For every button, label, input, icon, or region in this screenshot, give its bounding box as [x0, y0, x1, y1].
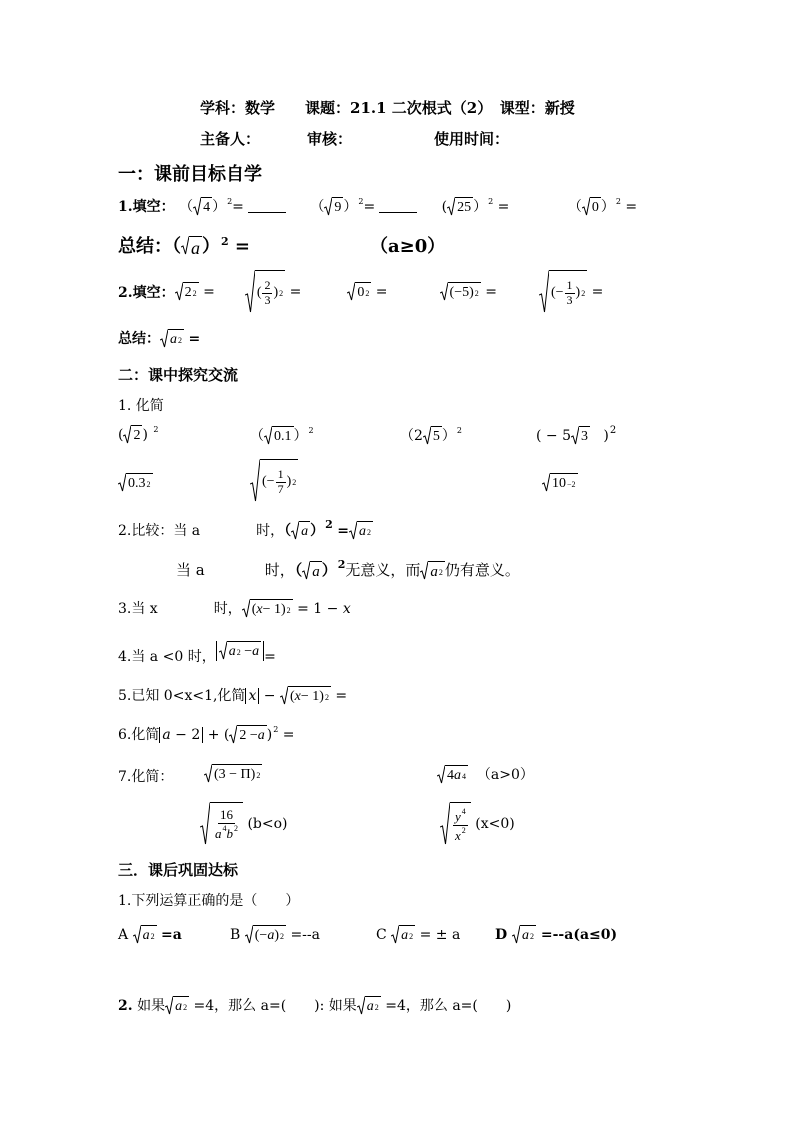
- section2-title: 二：课中探究交流: [118, 366, 239, 384]
- s2-row1-a: ( 2 ) $^2$: [118, 425, 159, 443]
- s2-q7-label: 7.化简：: [118, 769, 174, 785]
- header-preparer: 主备人：: [200, 130, 261, 148]
- s2-row2-b: (− $\frac{1}{7}$ ) 2: [250, 459, 298, 503]
- s1-summary2: 总结： a 2 =: [118, 331, 201, 347]
- s2-row2-c: 10 −2: [542, 473, 578, 493]
- s1-q1-expr1: （ 4 ）$^2$=: [179, 199, 290, 215]
- s2-q7-expr4: $\frac{y^4}{x^2}$ (x<0): [440, 802, 515, 846]
- s1-q2-row: 2.填空： 2 2 = ( $\frac{2}{3}$ ) 2 = 0 2 = (−5) 2 = (− $\frac{1}{3}$ ) 2 =: [118, 270, 603, 314]
- header-use-time: 使用时间：: [434, 130, 510, 148]
- s1-q2-label: 2.填空：: [118, 285, 175, 301]
- section3-title: 三．课后巩固达标: [118, 861, 239, 879]
- s2-row2-a: 0.3 2: [118, 473, 153, 493]
- s2-q2-line2: 当 a 时，（ a ）$^2$无意义，而 a 2 仍有意义。: [176, 558, 520, 580]
- s1-q1-row: [118, 196, 637, 217]
- s1-summary1-cond: （a≥0）: [370, 236, 446, 257]
- s1-q1-expr2: （ 9 ）$^2$=: [310, 199, 421, 215]
- s1-q1-expr4: （ 0 ）$^2$ =: [567, 197, 638, 215]
- s3-option-c: C a 2 = ± a: [376, 927, 461, 943]
- s3-option-d: D a 2 =--a(a≤0): [495, 927, 618, 943]
- s2-q7-expr2: 4 a 4 （a>0）: [437, 764, 534, 785]
- s1-summary1: 总结：（ a ）$^2$ =: [118, 235, 251, 258]
- header-line1: 学科：数学 课题：21.1 二次根式（2） 课型：新授: [200, 99, 575, 117]
- s2-row1-d: ( − 5 3 )$^2$: [536, 425, 617, 444]
- section1-title: 一：课前目标自学: [118, 164, 262, 185]
- s3-q1: 1.下列运算正确的是（ ）: [118, 893, 300, 909]
- s2-q2-line1: 2.比较：当 a 时，（ a ）$^2$ = a 2: [118, 518, 371, 539]
- s1-summary2-label: 总结：: [118, 331, 160, 347]
- s3-option-b: B (− a ) 2 =--a: [230, 927, 320, 943]
- s3-q2: 2. 如果 a 2 =4，那么 a=( ): 如果 a 2 =4，那么 a=( ): [118, 998, 512, 1014]
- s2-q7-expr3: $\frac{16}{a^4b^2}$ (b<o): [200, 802, 288, 846]
- s1-q1-expr3: ( 25 ）$^2$ =: [441, 197, 510, 215]
- s2-q3: 3.当 x 时， ( x − 1) 2 = 1 − x: [118, 601, 351, 617]
- header-reviewer: 审核：: [307, 130, 353, 148]
- s2-q1: 1. 化简: [118, 398, 164, 414]
- s2-q5: 5.已知 0<x<1,化简 x − ( x − 1) 2 =: [118, 688, 348, 704]
- s2-q6: 6.化简 a − 2 + ( 2 − a )$^2$ =: [118, 725, 295, 743]
- s1-summary1-label: 总结：: [118, 236, 172, 257]
- s2-row1-b: （ 0.1 ）$^2$: [250, 426, 314, 444]
- s2-q4: 4.当 a <0 时， a 2 − a =: [118, 641, 276, 666]
- s2-q7-expr1: (3 − Π) 2: [204, 764, 262, 784]
- s2-row1-c: （2 5 ）$^2$: [400, 426, 463, 444]
- s3-option-a: A a 2 =a: [118, 927, 182, 943]
- s1-q1-label: 1.填空：: [118, 199, 175, 215]
